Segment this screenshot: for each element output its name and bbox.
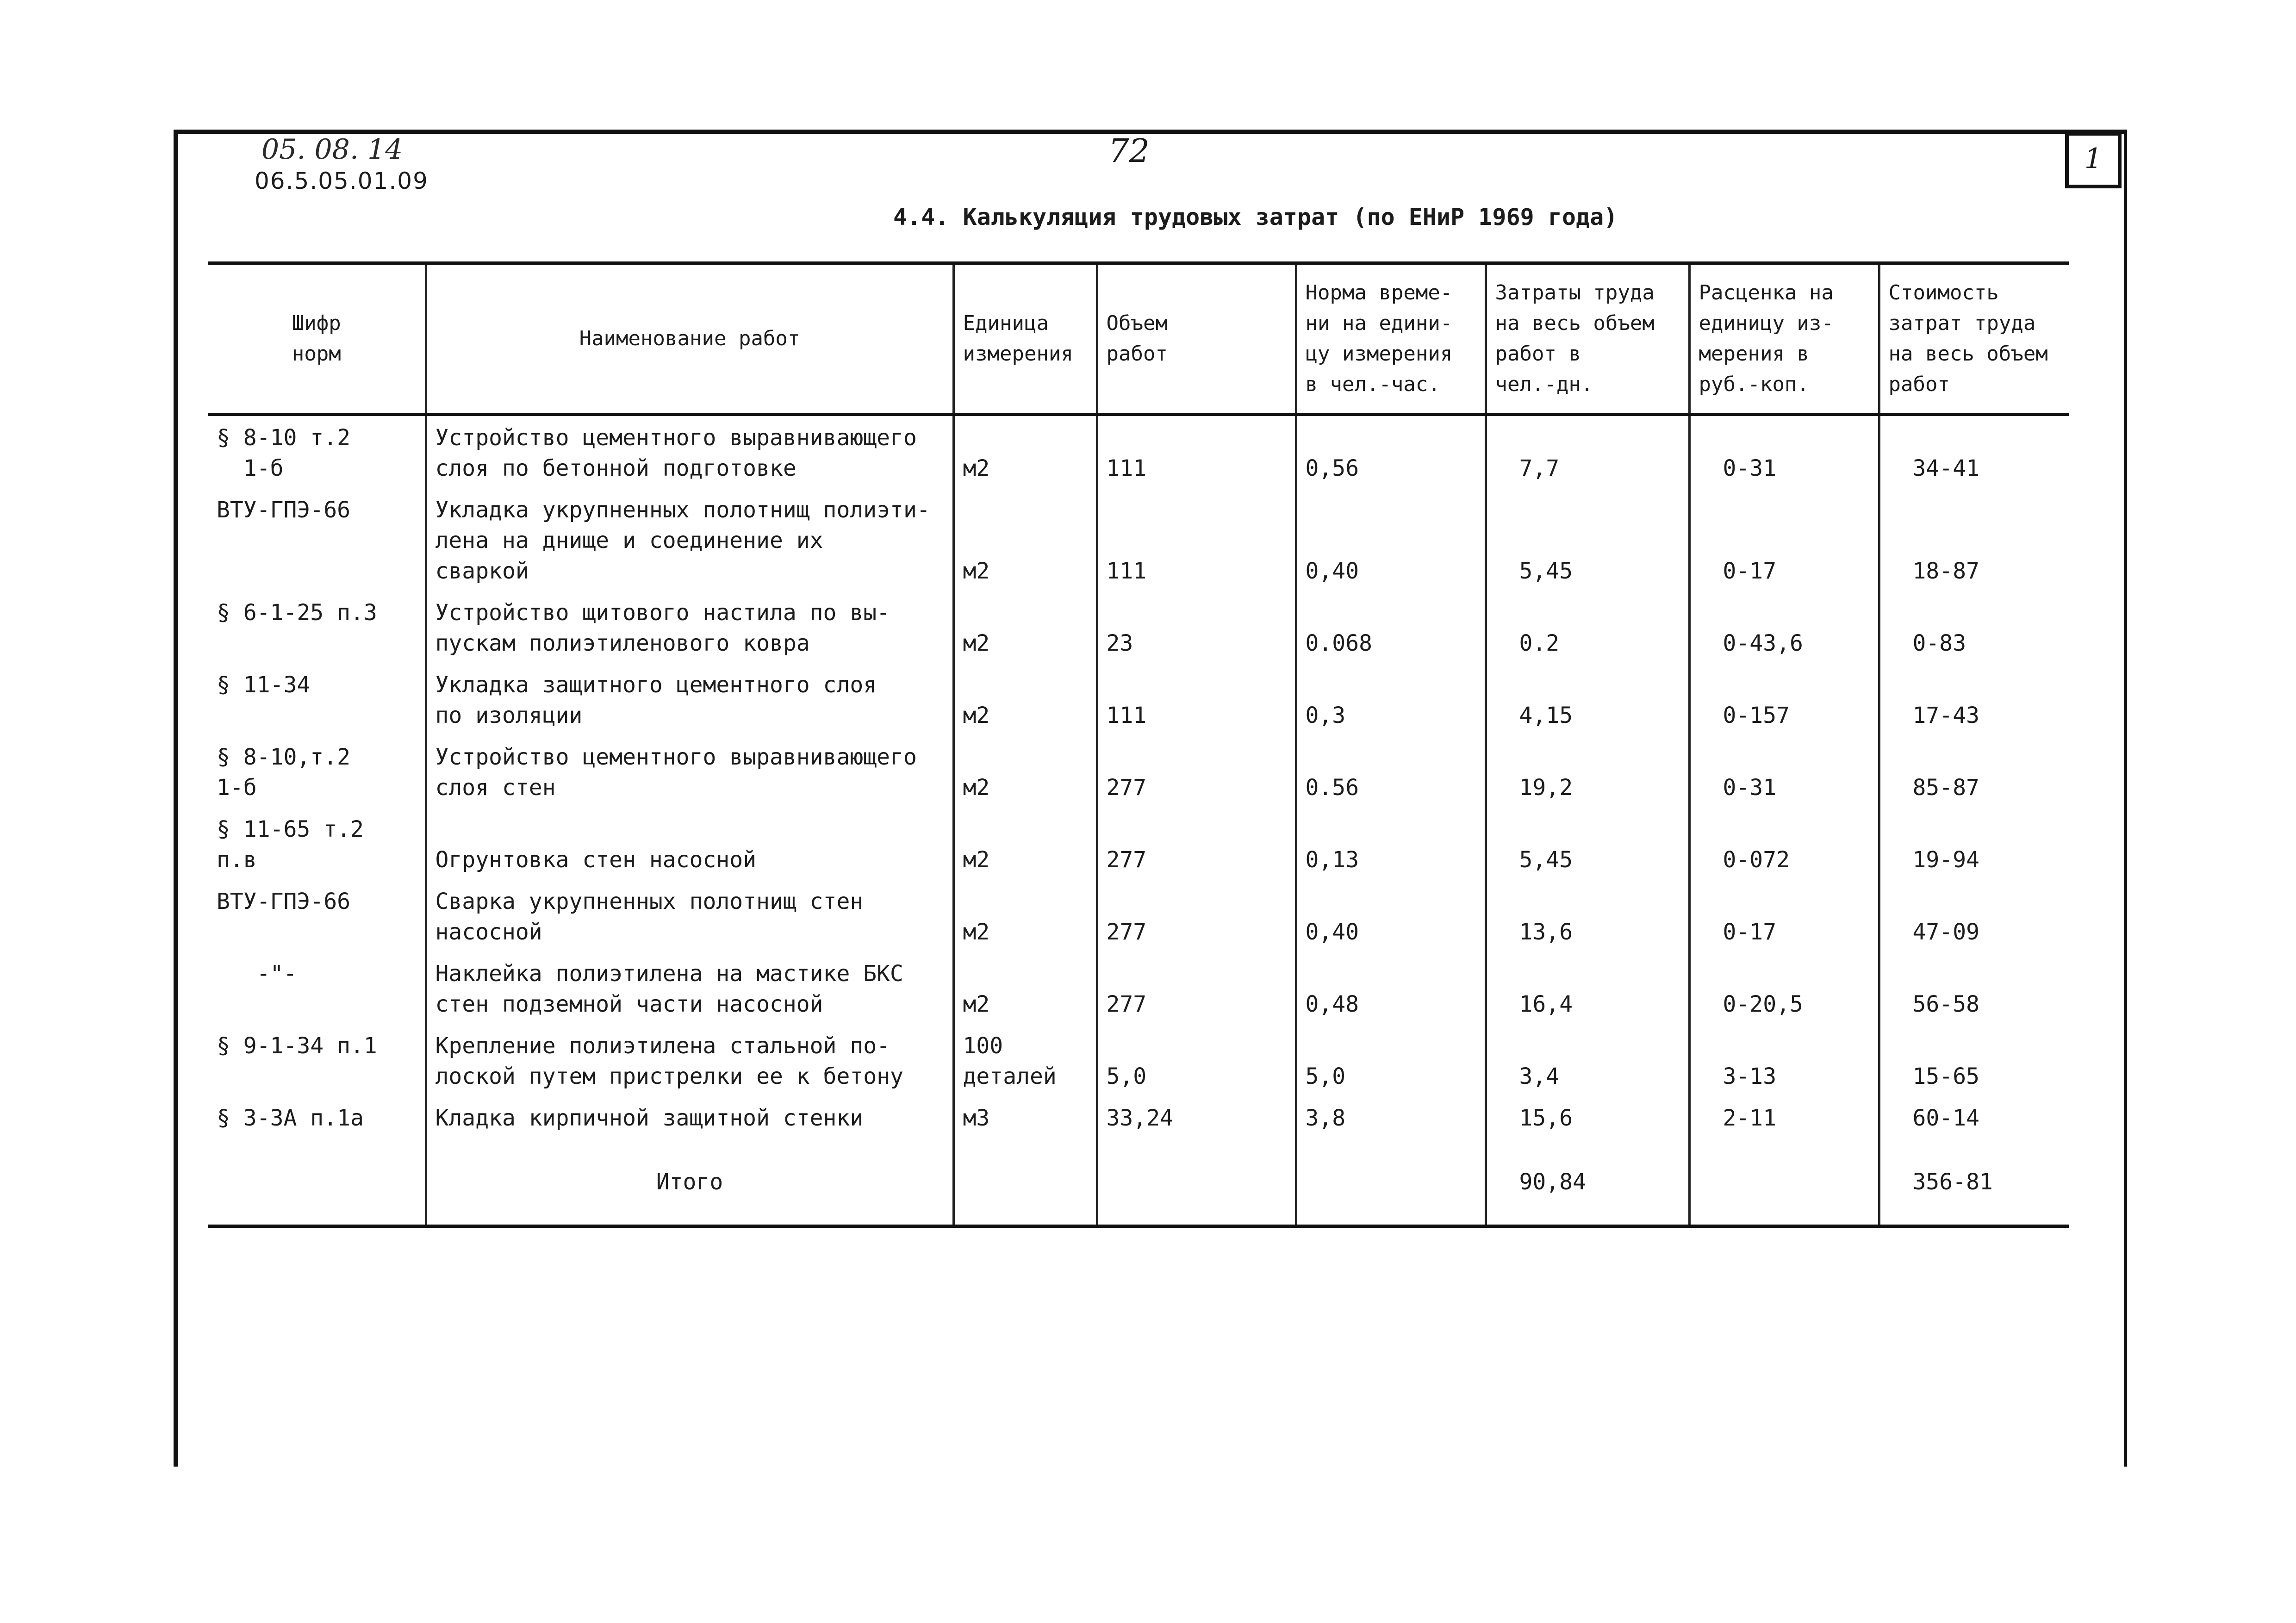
- cell-unit: м2: [953, 591, 1097, 663]
- cell-rate: 0-157: [1689, 663, 1879, 735]
- cell-quantity: 277: [1097, 952, 1296, 1024]
- column-header-rate: Расценка на единицу из- мерения в руб.-коп.: [1689, 263, 1879, 415]
- cell-cost: 56-58: [1879, 952, 2069, 1024]
- cell-work-name: Огрунтовка стен насосной: [426, 808, 953, 880]
- cell-quantity: 5,0: [1097, 1024, 1296, 1096]
- total-label: Итого: [426, 1138, 953, 1226]
- cell-work-name: Крепление полиэтилена стальной по- лоской путем пристрелки ее к бетону: [426, 1024, 953, 1096]
- cell-code: ВТУ-ГПЭ-66: [208, 880, 426, 952]
- cell-quantity: 111: [1097, 415, 1296, 489]
- cell-cost: 18-87: [1879, 488, 2069, 591]
- table-row: [208, 880, 2069, 952]
- cell-quantity: 33,24: [1097, 1096, 1296, 1138]
- total-empty-norm: [1296, 1138, 1486, 1226]
- table-row: [208, 1024, 2069, 1096]
- cell-unit: м2: [953, 735, 1097, 808]
- cell-cost: 0-83: [1879, 591, 2069, 663]
- document-code: 06.5.05.01.09: [255, 168, 429, 194]
- cell-unit: м2: [953, 808, 1097, 880]
- cell-rate: 0-072: [1689, 808, 1879, 880]
- cell-labor: 19,2: [1486, 735, 1689, 808]
- cell-work-name: Укладка укрупненных полотнищ полиэти- лена на днище и соединение их сваркой: [426, 488, 953, 591]
- cell-cost: 15-65: [1879, 1024, 2069, 1096]
- cell-time-norm: 0.068: [1296, 591, 1486, 663]
- cell-work-name: Наклейка полиэтилена на мастике БКС стен подземной части насосной: [426, 952, 953, 1024]
- cell-work-name: Укладка защитного цементного слоя по изоляции: [426, 663, 953, 735]
- cell-unit: м2: [953, 663, 1097, 735]
- labor-cost-table: [208, 261, 2069, 1228]
- cell-rate: 3-13: [1689, 1024, 1879, 1096]
- cell-rate: 0-31: [1689, 415, 1879, 489]
- table-row: [208, 415, 2069, 489]
- column-header-cost: Стоимость затрат труда на весь объем работ: [1879, 263, 2069, 415]
- cell-work-name: Устройство щитового настила по вы- пускам полиэтиленового ковра: [426, 591, 953, 663]
- column-header-time-norm: Норма време- ни на едини- цу измерения в чел.-час.: [1296, 263, 1486, 415]
- cell-code: § 3-3А п.1а: [208, 1096, 426, 1138]
- page-number: 72: [1108, 132, 1150, 170]
- cell-time-norm: 0,40: [1296, 880, 1486, 952]
- column-header-code: Шифр норм: [208, 263, 426, 415]
- cell-time-norm: 0.56: [1296, 735, 1486, 808]
- cell-labor: 4,15: [1486, 663, 1689, 735]
- cell-unit: м3: [953, 1096, 1097, 1138]
- cell-labor: 0.2: [1486, 591, 1689, 663]
- cell-code: -"-: [208, 952, 426, 1024]
- total-empty-rate: [1689, 1138, 1879, 1226]
- table-title: 4.4. Калькуляция трудовых затрат (по ЕНиР 1969 года): [893, 204, 1618, 230]
- cell-code: § 9-1-34 п.1: [208, 1024, 426, 1096]
- cell-time-norm: 0,40: [1296, 488, 1486, 591]
- cell-work-name: Сварка укрупненных полотнищ стен насосной: [426, 880, 953, 952]
- table-row: [208, 735, 2069, 808]
- table-header-row: [208, 263, 2069, 415]
- cell-code: § 11-65 т.2 п.в: [208, 808, 426, 880]
- column-header-quantity: Объем работ: [1097, 263, 1296, 415]
- cell-time-norm: 0,3: [1296, 663, 1486, 735]
- table-row: [208, 663, 2069, 735]
- cell-work-name: Устройство цементного выравнивающего слоя по бетонной подготовке: [426, 415, 953, 489]
- cell-rate: 2-11: [1689, 1096, 1879, 1138]
- table-row: [208, 591, 2069, 663]
- cell-labor: 5,45: [1486, 488, 1689, 591]
- cell-work-name: Устройство цементного выравнивающего слоя стен: [426, 735, 953, 808]
- cell-code: ВТУ-ГПЭ-66: [208, 488, 426, 591]
- cell-code: § 8-10 т.2 1-б: [208, 415, 426, 489]
- cell-quantity: 277: [1097, 808, 1296, 880]
- handwritten-date: 05. 08. 14: [261, 133, 403, 166]
- cell-time-norm: 0,48: [1296, 952, 1486, 1024]
- cell-rate: 0-43,6: [1689, 591, 1879, 663]
- table-row: [208, 488, 2069, 591]
- cell-work-name: Кладка кирпичной защитной стенки: [426, 1096, 953, 1138]
- cell-time-norm: 5,0: [1296, 1024, 1486, 1096]
- cell-quantity: 277: [1097, 735, 1296, 808]
- cell-unit: м2: [953, 415, 1097, 489]
- table-row: [208, 952, 2069, 1024]
- cell-cost: 17-43: [1879, 663, 2069, 735]
- total-empty-unit: [953, 1138, 1097, 1226]
- cell-quantity: 23: [1097, 591, 1296, 663]
- cell-unit: м2: [953, 488, 1097, 591]
- cell-cost: 34-41: [1879, 415, 2069, 489]
- cell-quantity: 111: [1097, 663, 1296, 735]
- cell-time-norm: 0,56: [1296, 415, 1486, 489]
- sheet-number-box: 1: [2065, 132, 2122, 188]
- table-row: [208, 808, 2069, 880]
- cell-cost: 85-87: [1879, 735, 2069, 808]
- column-header-labor: Затраты труда на весь объем работ в чел.-дн.: [1486, 263, 1689, 415]
- cell-cost: 47-09: [1879, 880, 2069, 952]
- total-empty-quantity: [1097, 1138, 1296, 1226]
- cell-rate: 0-17: [1689, 880, 1879, 952]
- cell-labor: 15,6: [1486, 1096, 1689, 1138]
- cell-labor: 3,4: [1486, 1024, 1689, 1096]
- cell-labor: 5,45: [1486, 808, 1689, 880]
- column-header-unit: Единица измерения: [953, 263, 1097, 415]
- cell-code: § 11-34: [208, 663, 426, 735]
- cell-rate: 0-31: [1689, 735, 1879, 808]
- cell-rate: 0-17: [1689, 488, 1879, 591]
- column-header-work-name: Наименование работ: [426, 263, 953, 415]
- cell-labor: 16,4: [1486, 952, 1689, 1024]
- total-cost: 356-81: [1879, 1138, 2069, 1226]
- cell-cost: 19-94: [1879, 808, 2069, 880]
- cell-code: § 6-1-25 п.3: [208, 591, 426, 663]
- cell-unit: 100 деталей: [953, 1024, 1097, 1096]
- total-labor: 90,84: [1486, 1138, 1689, 1226]
- cell-unit: м2: [953, 880, 1097, 952]
- cell-labor: 13,6: [1486, 880, 1689, 952]
- cell-rate: 0-20,5: [1689, 952, 1879, 1024]
- cell-quantity: 111: [1097, 488, 1296, 591]
- cell-time-norm: 0,13: [1296, 808, 1486, 880]
- cell-unit: м2: [953, 952, 1097, 1024]
- total-empty-code: [208, 1138, 426, 1226]
- cell-time-norm: 3,8: [1296, 1096, 1486, 1138]
- cell-cost: 60-14: [1879, 1096, 2069, 1138]
- table-row: [208, 1096, 2069, 1138]
- cell-labor: 7,7: [1486, 415, 1689, 489]
- total-row: [208, 1138, 2069, 1226]
- cell-quantity: 277: [1097, 880, 1296, 952]
- cell-code: § 8-10,т.2 1-б: [208, 735, 426, 808]
